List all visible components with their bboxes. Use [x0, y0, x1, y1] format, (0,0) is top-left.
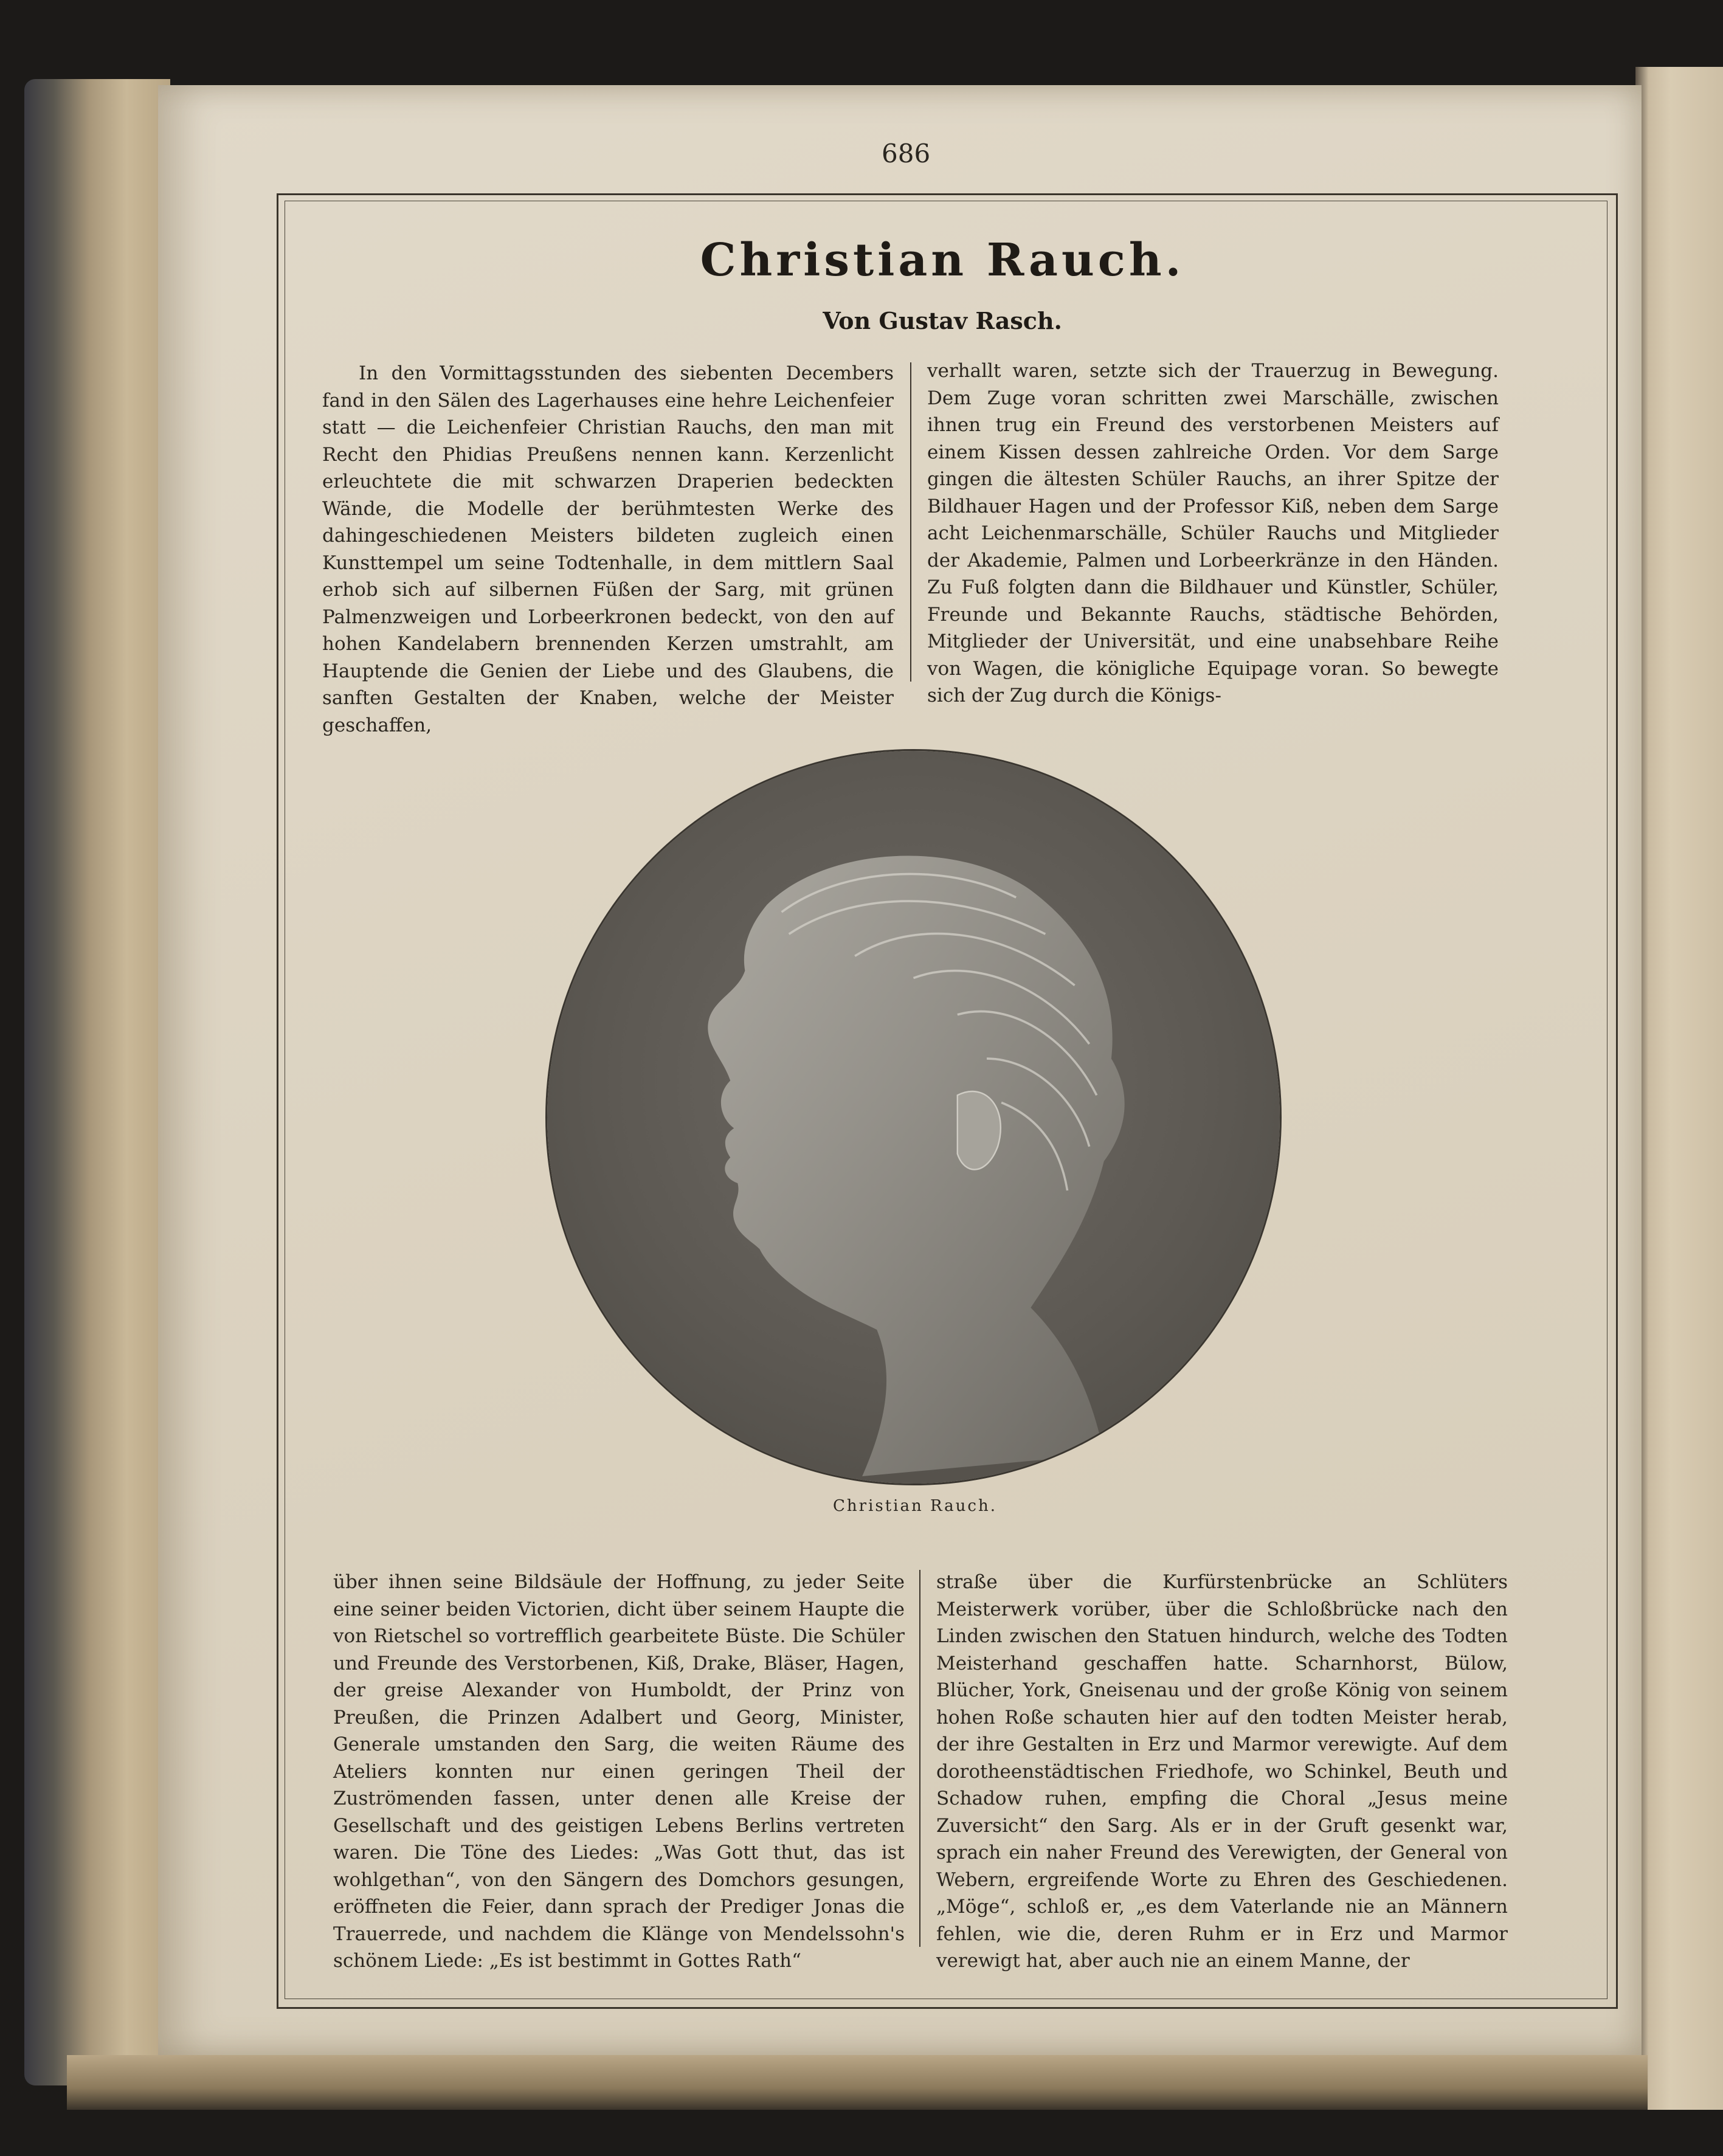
text-column-bottom-left [333, 1569, 905, 1975]
paragraph: verhallt waren, setzte sich der Trauerzug in Bewegung. Dem Zuge voran schritten zwei Marschälle, zwischen ihnen trug ein Freund des verstorbenen Meisters auf einem Kissen dessen zahlreiche Orden. Vor dem Sarge gingen die ältesten Schüler Rauchs, an ihrer Spitze der Bildhauer Hagen und der Professor Kiß, neben dem Sarge acht Leichenmarschälle, Schüler Rauchs und Mitglieder der Akademie, Palmen und Lorbeerkränze in den Händen. Zu Fuß folgten dann die Bildhauer und Künstler, Schüler, Freunde und Bekannte Rauchs, städtische Behörden, Mitglieder der Universität, und eine unabsehbare Reihe von Wagen, die königliche Equipage voran. So bewegte sich der Zug durch die Königs- [927, 360, 1499, 707]
column-rule-top [910, 362, 911, 682]
column-rule-bottom [919, 1570, 920, 1947]
book-bottom-edge [67, 2055, 1648, 2110]
facing-page-edge [1635, 67, 1723, 2110]
page-number: 686 [882, 139, 931, 168]
paragraph: straße über die Kurfürstenbrücke an Schlüters Meisterwerk vorüber, über die Schloßbrücke nach den Linden zwischen den Statuen hindurch, welche des Todten Meisterhand geschaffen hatte. Scharnhorst, Bülow, Blücher, York, Gneisenau und der große König von seinem hohen Roße schauten hier auf den todten Meister herab, der ihre Gestalten in Erz und Marmor verewigte. Auf dem dorotheenstädtischen Friedhofe, wo Schinkel, Beuth und Schadow ruhen, empfing die Choral „Jesus meine Zuversicht“ den Sarg. Als er in der Gruft gesenkt war, sprach ein naher Freund des Verewigten, der General von Webern, ergreifende Worte zu Ehren des Geschiedenen. „Möge“, schloß er, „es dem Vaterlande nie an Männern fehlen, wie die, deren Ruhm er in Erz und Marmor verewigt hat, aber auch nie an einem Manne, der [936, 1571, 1508, 1972]
article-title: Christian Rauch. [700, 234, 1185, 286]
book-spine-edge [24, 79, 170, 2085]
text-column-top-right [927, 358, 1499, 710]
portrait-profile-icon [547, 751, 1280, 1484]
portrait-caption: Christian Rauch. [833, 1497, 997, 1515]
portrait-medallion [547, 751, 1280, 1484]
paragraph: über ihnen seine Bildsäule der Hoffnung, zu jeder Seite eine seiner beiden Victorien, dicht über seinem Haupte die von Rietschel so vortrefflich gearbeitete Büste. Die Schüler und Freunde des Verstorbenen, Kiß, Drake, Bläser, Hagen, der greise Alexander von Humboldt, der Prinz von Preußen, die Prinzen Adalbert und Georg, Minister, Generale umstanden den Sarg, die weiten Räume des Ateliers konnten nur einen geringen Theil der Zuströmenden fassen, unter denen alle Kreise der Gesellschaft und des geistigen Lebens Berlins vertreten waren. Die Töne des Liedes: „Was Gott thut, das ist wohlgethan“, von den Sängern des Domchors gesungen, eröffneten die Feier, dann sprach der Prediger Jonas die Trauerrede, und nachdem die Klänge von Mendelssohn's schönem Liede: „Es ist bestimmt in Gottes Rath“ [333, 1571, 905, 1972]
paragraph: In den Vormittagsstunden des siebenten Decembers fand in den Sälen des Lagerhauses eine hehre Leichenfeier statt — die Leichenfeier Christian Rauchs, den man mit Recht den Phidias Preußens nennen kann. Kerzenlicht erleuchtete die mit schwarzen Draperien bedeckten Wände, die Modelle der berühmtesten Werke des dahingeschiedenen Meisters bildeten zugleich einen Kunsttempel um seine Todtenhalle, in dem mittlern Saal erhob sich auf silbernen Füßen der Sarg, mit grünen Palmenzweigen und Lorbeerkronen bedeckt, von den auf hohen Kandelabern brennenden Kerzen umstrahlt, am Hauptende die Genien der Liebe und des Glaubens, die sanften Gestalten der Knaben, welche der Meister geschaffen, [322, 362, 894, 736]
text-column-top-left [322, 360, 894, 739]
text-column-bottom-right [936, 1569, 1508, 1975]
article-byline: Von Gustav Rasch. [823, 307, 1062, 334]
